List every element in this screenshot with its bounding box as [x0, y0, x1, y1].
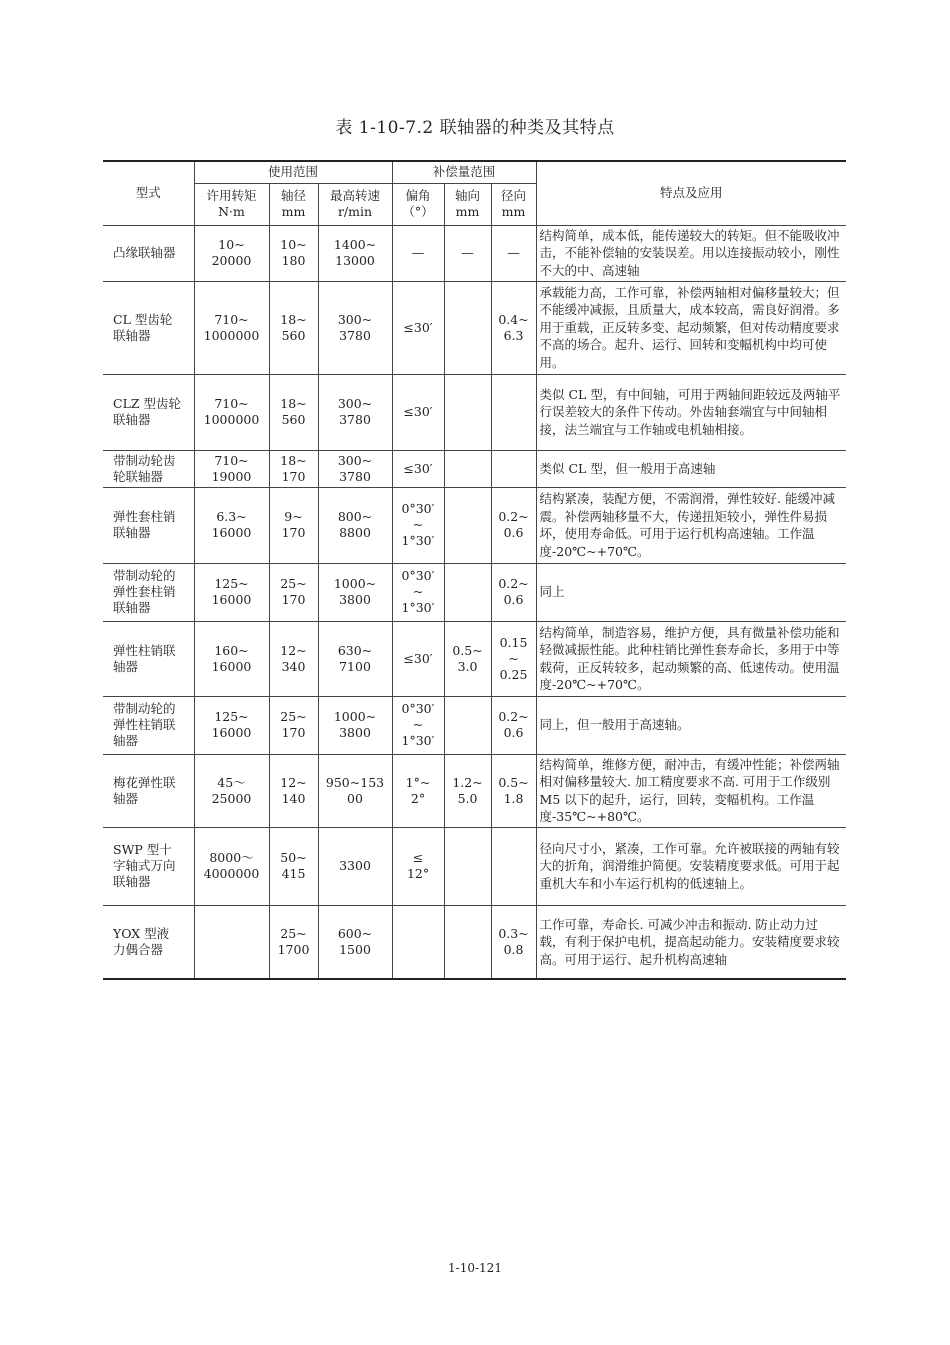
cell-max-speed: 800~ 8800 — [318, 487, 392, 563]
cell-axial — [444, 487, 491, 563]
cell-radial: 0.15 ~ 0.25 — [491, 621, 536, 696]
page-number: 1-10-121 — [448, 1261, 502, 1275]
cell-axial — [444, 374, 491, 450]
header-axial: 轴向 mm — [444, 183, 491, 225]
cell-shaft-diameter: 25~ 170 — [269, 696, 318, 754]
cell-shaft-diameter: 12~ 340 — [269, 621, 318, 696]
cell-angular: 1°~ 2° — [392, 754, 444, 827]
cell-angular: ≤30′ — [392, 374, 444, 450]
cell-max-speed: 3300 — [318, 827, 392, 905]
cell-torque: 710~ 1000000 — [194, 374, 269, 450]
cell-axial: 0.5~ 3.0 — [444, 621, 491, 696]
cell-torque: 125~ 16000 — [194, 696, 269, 754]
cell-radial: 0.3~ 0.8 — [491, 905, 536, 979]
cell-torque: 6.3~ 16000 — [194, 487, 269, 563]
cell-radial: — — [491, 225, 536, 281]
header-compensation-range: 补偿量范围 — [392, 161, 536, 183]
cell-shaft-diameter: 50~ 415 — [269, 827, 318, 905]
cell-features: 承载能力高，工作可靠，补偿两轴相对偏移量较大；但不能缓冲减振，且质量大，成本较高，需良好润滑。多用于重载，正反转多变、起动频繁，但对传动精度要求不高的场合。起升、运行、回转和变幅机构中均可使用。 — [536, 281, 846, 374]
cell-max-speed: 1000~ 3800 — [318, 563, 392, 621]
cell-torque: 45～ 25000 — [194, 754, 269, 827]
cell-type: 凸缘联轴器 — [103, 225, 194, 281]
cell-max-speed: 300~ 3780 — [318, 374, 392, 450]
cell-torque: 160~ 16000 — [194, 621, 269, 696]
coupling-table — [103, 160, 846, 980]
cell-torque: 10~ 20000 — [194, 225, 269, 281]
cell-radial: 0.4~ 6.3 — [491, 281, 536, 374]
cell-type: 梅花弹性联 轴器 — [103, 754, 194, 827]
table-row — [103, 827, 846, 905]
header-shaft-diameter: 轴径 mm — [269, 183, 318, 225]
cell-type: 带制动轮齿 轮联轴器 — [103, 450, 194, 487]
cell-angular: ≤30′ — [392, 281, 444, 374]
cell-angular — [392, 905, 444, 979]
table-row — [103, 905, 846, 979]
cell-features: 结构简单，制造容易，维护方便，具有微量补偿功能和轻微减振性能。此种柱销比弹性套寿命长，多用于中等载荷，正反转较多，起动频繁的高、低速传动。使用温度-20℃~+70℃。 — [536, 621, 846, 696]
cell-max-speed: 1000~ 3800 — [318, 696, 392, 754]
table-row — [103, 487, 846, 563]
header-radial: 径向 mm — [491, 183, 536, 225]
cell-axial — [444, 281, 491, 374]
table-row — [103, 281, 846, 374]
cell-shaft-diameter: 18~ 170 — [269, 450, 318, 487]
table-row — [103, 754, 846, 827]
table-row — [103, 225, 846, 281]
header-torque: 许用转矩 N·m — [194, 183, 269, 225]
cell-type: CLZ 型齿轮 联轴器 — [103, 374, 194, 450]
cell-axial — [444, 696, 491, 754]
header-max-speed: 最高转速 r/min — [318, 183, 392, 225]
cell-features: 径向尺寸小，紧凑，工作可靠。允许被联接的两轴有较大的折角，润滑维护简便。安装精度要求低。可用于起重机大车和小车运行机构的低速轴上。 — [536, 827, 846, 905]
cell-features: 类似 CL 型，有中间轴，可用于两轴间距较远及两轴平行误差较大的条件下传动。外齿轴套端宜与中间轴相接，法兰端宜与工作轴或电机轴相接。 — [536, 374, 846, 450]
table-row — [103, 621, 846, 696]
cell-type: 带制动轮的 弹性柱销联 轴器 — [103, 696, 194, 754]
cell-radial: 0.2~ 0.6 — [491, 563, 536, 621]
cell-features: 结构简单，成本低，能传递较大的转矩。但不能吸收冲击，不能补偿轴的安装误差。用以连接振动较小，刚性不大的中、高速轴 — [536, 225, 846, 281]
cell-type: 弹性套柱销 联轴器 — [103, 487, 194, 563]
cell-features: 工作可靠，寿命长. 可减少冲击和振动. 防止动力过载，有利于保护电机，提高起动能力。安装精度要求较高。可用于运行、起升机构高速轴 — [536, 905, 846, 979]
table-row — [103, 374, 846, 450]
cell-features: 结构紧凑，装配方便，不需润滑，弹性较好. 能缓冲减震。补偿两轴移量不大，传递扭矩较小，弹性件易损坏，使用寿命低。可用于运行机构高速轴。工作温度-20℃~+70℃。 — [536, 487, 846, 563]
header-usage-range: 使用范围 — [194, 161, 392, 183]
cell-shaft-diameter: 12~ 140 — [269, 754, 318, 827]
cell-axial — [444, 827, 491, 905]
cell-max-speed: 950~153 00 — [318, 754, 392, 827]
cell-axial — [444, 905, 491, 979]
cell-radial — [491, 374, 536, 450]
table-body — [103, 225, 846, 979]
cell-angular: — — [392, 225, 444, 281]
cell-max-speed: 1400~ 13000 — [318, 225, 392, 281]
cell-features: 同上 — [536, 563, 846, 621]
cell-torque: 710~ 19000 — [194, 450, 269, 487]
cell-shaft-diameter: 18~ 560 — [269, 281, 318, 374]
cell-axial: — — [444, 225, 491, 281]
cell-features: 类似 CL 型，但一般用于高速轴 — [536, 450, 846, 487]
header-type: 型式 — [103, 161, 194, 225]
cell-radial — [491, 827, 536, 905]
cell-shaft-diameter: 9~ 170 — [269, 487, 318, 563]
cell-type: 弹性柱销联 轴器 — [103, 621, 194, 696]
cell-max-speed: 630~ 7100 — [318, 621, 392, 696]
cell-angular: ≤ 12° — [392, 827, 444, 905]
table-row — [103, 563, 846, 621]
cell-type: YOX 型液 力偶合器 — [103, 905, 194, 979]
table-title: 表 1-10-7.2 联轴器的种类及其特点 — [335, 118, 615, 138]
cell-angular: ≤30′ — [392, 621, 444, 696]
cell-shaft-diameter: 10~ 180 — [269, 225, 318, 281]
cell-features: 同上，但一般用于高速轴。 — [536, 696, 846, 754]
cell-type: SWP 型十 字轴式万向 联轴器 — [103, 827, 194, 905]
cell-type: CL 型齿轮 联轴器 — [103, 281, 194, 374]
cell-shaft-diameter: 25~ 1700 — [269, 905, 318, 979]
cell-angular: 0°30′ ~ 1°30′ — [392, 563, 444, 621]
cell-radial: 0.5~ 1.8 — [491, 754, 536, 827]
cell-features: 结构简单，维修方便，耐冲击，有缓冲性能；补偿两轴相对偏移量较大. 加工精度要求不高. 可用于工作级别 M5 以下的起升，运行，回转，变幅机构。工作温度-35℃~+80℃。 — [536, 754, 846, 827]
cell-torque: 710~ 1000000 — [194, 281, 269, 374]
cell-shaft-diameter: 25~ 170 — [269, 563, 318, 621]
cell-radial: 0.2~ 0.6 — [491, 696, 536, 754]
header-features: 特点及应用 — [536, 161, 846, 225]
cell-radial — [491, 450, 536, 487]
cell-radial: 0.2~ 0.6 — [491, 487, 536, 563]
cell-angular: ≤30′ — [392, 450, 444, 487]
table-row — [103, 450, 846, 487]
cell-torque: 8000～ 4000000 — [194, 827, 269, 905]
cell-max-speed: 300~ 3780 — [318, 450, 392, 487]
cell-torque: 125~ 16000 — [194, 563, 269, 621]
cell-axial: 1.2~ 5.0 — [444, 754, 491, 827]
cell-angular: 0°30′ ~ 1°30′ — [392, 696, 444, 754]
cell-type: 带制动轮的 弹性套柱销 联轴器 — [103, 563, 194, 621]
cell-axial — [444, 450, 491, 487]
cell-angular: 0°30′ ~ 1°30′ — [392, 487, 444, 563]
cell-shaft-diameter: 18~ 560 — [269, 374, 318, 450]
cell-axial — [444, 563, 491, 621]
cell-torque — [194, 905, 269, 979]
cell-max-speed: 600~ 1500 — [318, 905, 392, 979]
table-row — [103, 696, 846, 754]
cell-max-speed: 300~ 3780 — [318, 281, 392, 374]
header-angular: 偏角 （°） — [392, 183, 444, 225]
